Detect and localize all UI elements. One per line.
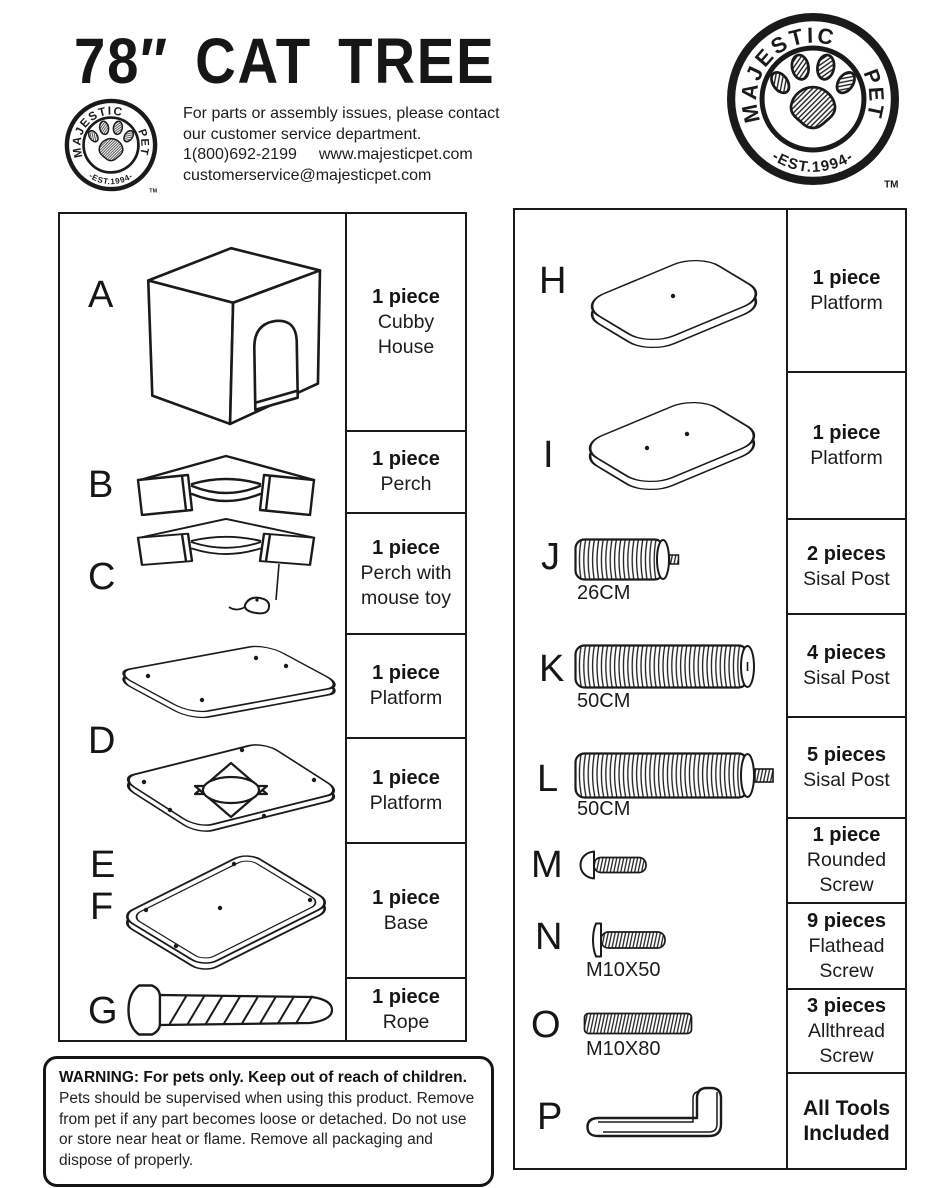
size-label-n: M10X50 [586, 959, 661, 981]
spec-cell-perch-mouse [347, 512, 465, 633]
parts-table-right [513, 208, 907, 1170]
all-tools-label: All Tools Included [802, 1097, 891, 1145]
spec-cell-sisal-short [788, 518, 905, 613]
right-table-spec-column [786, 210, 905, 1168]
warning-bold-text: WARNING: For pets only. Keep out of reach of children. [59, 1069, 467, 1086]
piece-count: 1 piece [372, 448, 440, 470]
piece-count: 1 piece [812, 266, 881, 289]
part-description: Rope [382, 1010, 430, 1033]
spec-cell-all-tools [788, 1072, 905, 1168]
part-letter-j: J [541, 536, 560, 578]
perch-icon [130, 442, 322, 516]
platform-star-hole-icon [114, 736, 344, 840]
part-letter-o: O [531, 1004, 561, 1046]
spec-cell-cubby-house [347, 214, 465, 430]
part-letter-f: F [90, 886, 114, 928]
part-description: Platform [810, 446, 883, 469]
part-letter-g: G [88, 990, 118, 1032]
piece-count: 5 pieces [807, 743, 886, 766]
spec-cell-rope [347, 977, 465, 1040]
piece-count: 1 piece [812, 824, 881, 846]
part-description: Base [383, 911, 429, 934]
flathead-screw-icon [585, 922, 669, 958]
spec-cell-sisal-50 [788, 613, 905, 716]
part-description: Perch with mouse toy [360, 562, 452, 609]
contact-phone: 1(800)692-2199 [183, 146, 297, 163]
part-letter-p: P [537, 1096, 563, 1138]
size-label-o: M10X80 [586, 1038, 661, 1060]
part-letter-a: A [88, 274, 114, 316]
part-description: Platform [369, 791, 443, 814]
part-description: Allthread Screw [808, 1019, 885, 1067]
base-icon [114, 846, 336, 978]
spec-cell-allthread-screw [788, 988, 905, 1072]
part-description: Sisal Post [803, 567, 890, 590]
piece-count: 2 pieces [807, 542, 886, 565]
rounded-screw-icon [579, 850, 653, 880]
cubby-house-icon [122, 230, 324, 428]
spec-cell-platform-i [788, 371, 905, 518]
piece-count: 1 piece [372, 537, 440, 559]
piece-count: 1 piece [812, 421, 881, 444]
part-description: Rounded Screw [806, 849, 887, 896]
part-description: Sisal Post [803, 768, 890, 791]
size-label-l: 50CM [577, 798, 631, 820]
spec-cell-perch [347, 430, 465, 512]
page-title: 78″ CAT TREE [74, 25, 496, 97]
warning-box [43, 1056, 494, 1187]
piece-count: 1 piece [372, 886, 440, 909]
contact-line-2: our customer service department. [183, 125, 422, 143]
sisal-post-icon [574, 644, 760, 690]
platform-icon [108, 638, 348, 730]
spec-cell-rounded-screw [788, 817, 905, 902]
sisal-post-short-icon [574, 538, 680, 582]
part-description: Sisal Post [803, 666, 890, 689]
allthread-screw-icon [583, 1012, 693, 1035]
part-letter-b: B [88, 464, 114, 506]
rope-icon [126, 982, 338, 1038]
part-letter-d: D [88, 720, 116, 762]
part-letter-k: K [539, 648, 565, 690]
spec-cell-platform-2 [347, 737, 465, 842]
contact-email: customerservice@majesticpet.com [183, 166, 432, 184]
part-description: Cubby House [377, 310, 435, 358]
contact-info [183, 104, 500, 186]
parts-table-left [58, 212, 467, 1042]
sisal-post-bolt-icon [574, 752, 776, 800]
piece-count: 1 piece [372, 662, 440, 684]
allen-key-icon [581, 1084, 739, 1148]
perch-with-mouse-icon [130, 508, 322, 620]
piece-count: 4 pieces [807, 641, 886, 664]
spec-cell-platform-h [788, 210, 905, 371]
spec-cell-sisal-bolt [788, 716, 905, 817]
spec-cell-flathead-screw [788, 902, 905, 988]
piece-count: 3 pieces [807, 994, 886, 1017]
contact-line-1: For parts or assembly issues, please contact [183, 105, 500, 122]
part-description: Flathead Screw [808, 934, 885, 982]
part-letter-h: H [539, 260, 567, 302]
part-description: Perch [380, 473, 432, 495]
part-letter-m: M [531, 844, 563, 886]
contact-website: www.majesticpet.com [318, 146, 473, 163]
part-letter-e: E [90, 844, 116, 886]
size-label-k: 50CM [577, 690, 631, 712]
part-description: Platform [810, 291, 883, 314]
part-letter-i: I [543, 434, 554, 476]
spec-cell-platform-1 [347, 633, 465, 737]
piece-count: 1 piece [372, 766, 440, 789]
piece-count: 1 piece [372, 285, 440, 308]
part-letter-c: C [88, 556, 116, 598]
mouse-toy-icon [229, 598, 269, 614]
part-letter-n: N [535, 916, 563, 958]
spec-cell-base [347, 842, 465, 977]
part-letter-l: L [537, 758, 559, 800]
majestic-pet-logo-small [62, 96, 160, 194]
size-label-j: 26CM [577, 582, 631, 604]
platform-h-icon [573, 248, 777, 360]
part-description: Platform [369, 687, 443, 709]
warning-body-text: Pets should be supervised when using this product. Remove from pet if any part becomes loose or detached. Do not use or store near heat or flame. Remove all packaging and dispose of properly. [59, 1089, 475, 1170]
majestic-pet-logo-large [722, 8, 904, 190]
piece-count: 1 piece [372, 985, 440, 1008]
platform-i-icon [571, 388, 775, 504]
left-table-spec-column [345, 214, 465, 1040]
piece-count: 9 pieces [807, 909, 886, 932]
